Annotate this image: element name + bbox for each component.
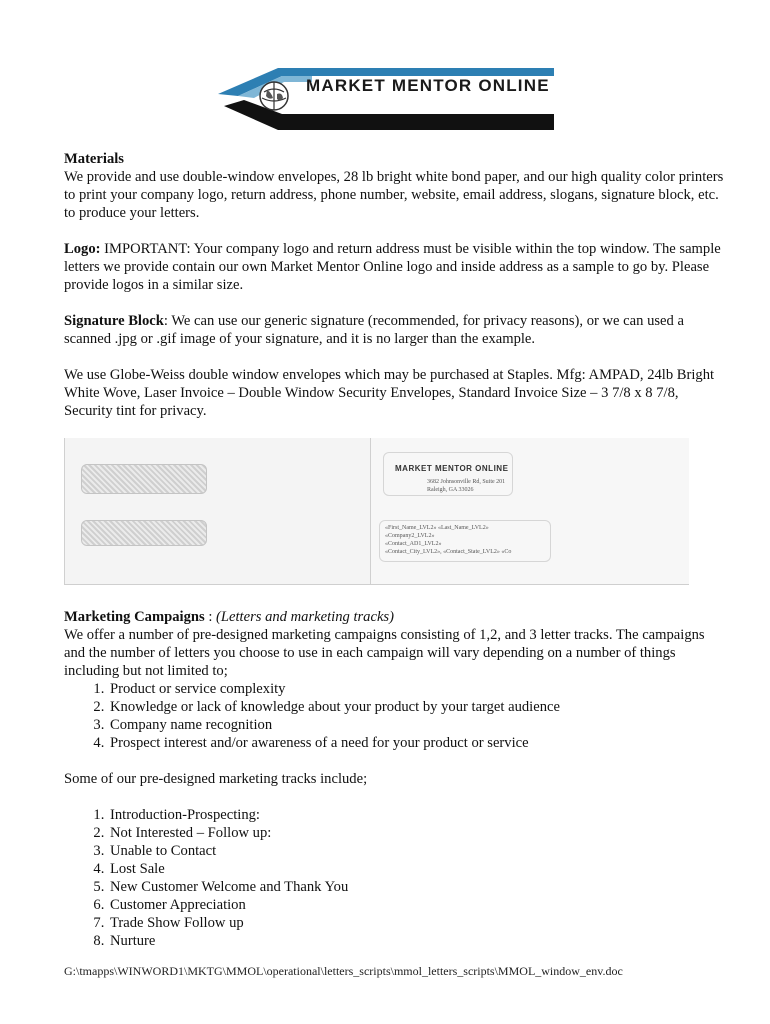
- list-item: 2. Knowledge or lack of knowledge about your product by your target audience: [108, 698, 724, 716]
- envelope-bottom-window: [81, 520, 207, 546]
- logo-text: IMPORTANT: Your company logo and return address must be visible within the top window. The sample letters we provide contain our own Market Mentor Online logo and inside address as a sample to go by. Please provide logos in a similar size.: [64, 241, 721, 293]
- campaigns-subtitle: (Letters and marketing tracks): [216, 609, 394, 625]
- list-item: 1. Product or service complexity: [108, 680, 724, 698]
- signature-label: Signature Block: [64, 313, 164, 329]
- envelope-top-window: [81, 464, 207, 494]
- envelope-front: [370, 438, 689, 585]
- logo-section: [64, 240, 724, 294]
- list-item: 8. Nurture: [108, 932, 724, 950]
- campaigns-section: [64, 608, 724, 752]
- tracks-intro: Some of our pre-designed marketing tracks include;: [64, 771, 368, 787]
- campaign-factors-list: [64, 680, 724, 752]
- envelope-logo: MARKET MENTOR ONLINE: [395, 464, 509, 473]
- signature-text: : We can use our generic signature (recommended, for privacy reasons), or we can used a scanned .jpg or .gif image of your signature, and it is no larger than the example.: [64, 313, 684, 347]
- list-item: 3. Unable to Contact: [108, 842, 724, 860]
- list-item: 4. Prospect interest and/or awareness of a need for your product or service: [108, 734, 724, 752]
- envelope-recipient-address: «First_Name_LVL2» «Last_Name_LVL2» «Company2_LVL2» «Contact_AD1_LVL2» «Contact_City_LVL2», «Contact_State_LVL2» «Co: [385, 525, 512, 555]
- list-item: 3. Company name recognition: [108, 716, 724, 734]
- envelopes-paragraph: We use Globe-Weiss double window envelopes which may be purchased at Staples. Mfg: AMPAD, 24lb Bright White Wove, Laser Invoice – Double Window Security Envelopes, Standard Invoice Size – 3 7/8 x 8 7/8, Security tint for privacy.: [64, 367, 715, 419]
- campaigns-heading: Marketing Campaigns: [64, 609, 205, 625]
- file-path-footer: G:\tmapps\WINWORD1\MKTG\MMOL\operational\letters_scripts\mmol_letters_scripts\MMOL_window_env.doc: [64, 964, 623, 978]
- logo-wordmark: MARKET MENTOR ONLINE: [306, 76, 550, 95]
- campaigns-separator: :: [204, 609, 217, 625]
- envelope-sample-image: [64, 438, 724, 586]
- campaigns-text: We offer a number of pre-designed marketing campaigns consisting of 1,2, and 3 letter tracks. The campaigns and the number of letters you choose to use in each campaign will vary depending on a number of things including but not limited to;: [64, 627, 705, 679]
- list-item: 2. Not Interested – Follow up:: [108, 824, 724, 842]
- envelope-return-address: 3682 Johnsonville Rd, Suite 201 Raleigh, GA 33026: [427, 479, 506, 493]
- list-item: 7. Trade Show Follow up: [108, 914, 724, 932]
- document-body: [64, 150, 724, 950]
- materials-section: [64, 150, 724, 222]
- list-item: 1. Introduction-Prospecting:: [108, 806, 724, 824]
- tracks-list: [64, 806, 724, 950]
- envelope-back: [64, 438, 371, 585]
- materials-heading: Materials: [64, 151, 124, 167]
- list-item: 5. New Customer Welcome and Thank You: [108, 878, 724, 896]
- logo-label: Logo:: [64, 241, 101, 257]
- signature-section: [64, 312, 724, 348]
- list-item: 4. Lost Sale: [108, 860, 724, 878]
- list-item: 6. Customer Appreciation: [108, 896, 724, 914]
- company-logo: [218, 66, 554, 130]
- materials-text: We provide and use double-window envelopes, 28 lb bright white bond paper, and our high quality color printers to print your company logo, return address, phone number, website, email address, slogans, signature block, etc. to produce your letters.: [64, 169, 724, 221]
